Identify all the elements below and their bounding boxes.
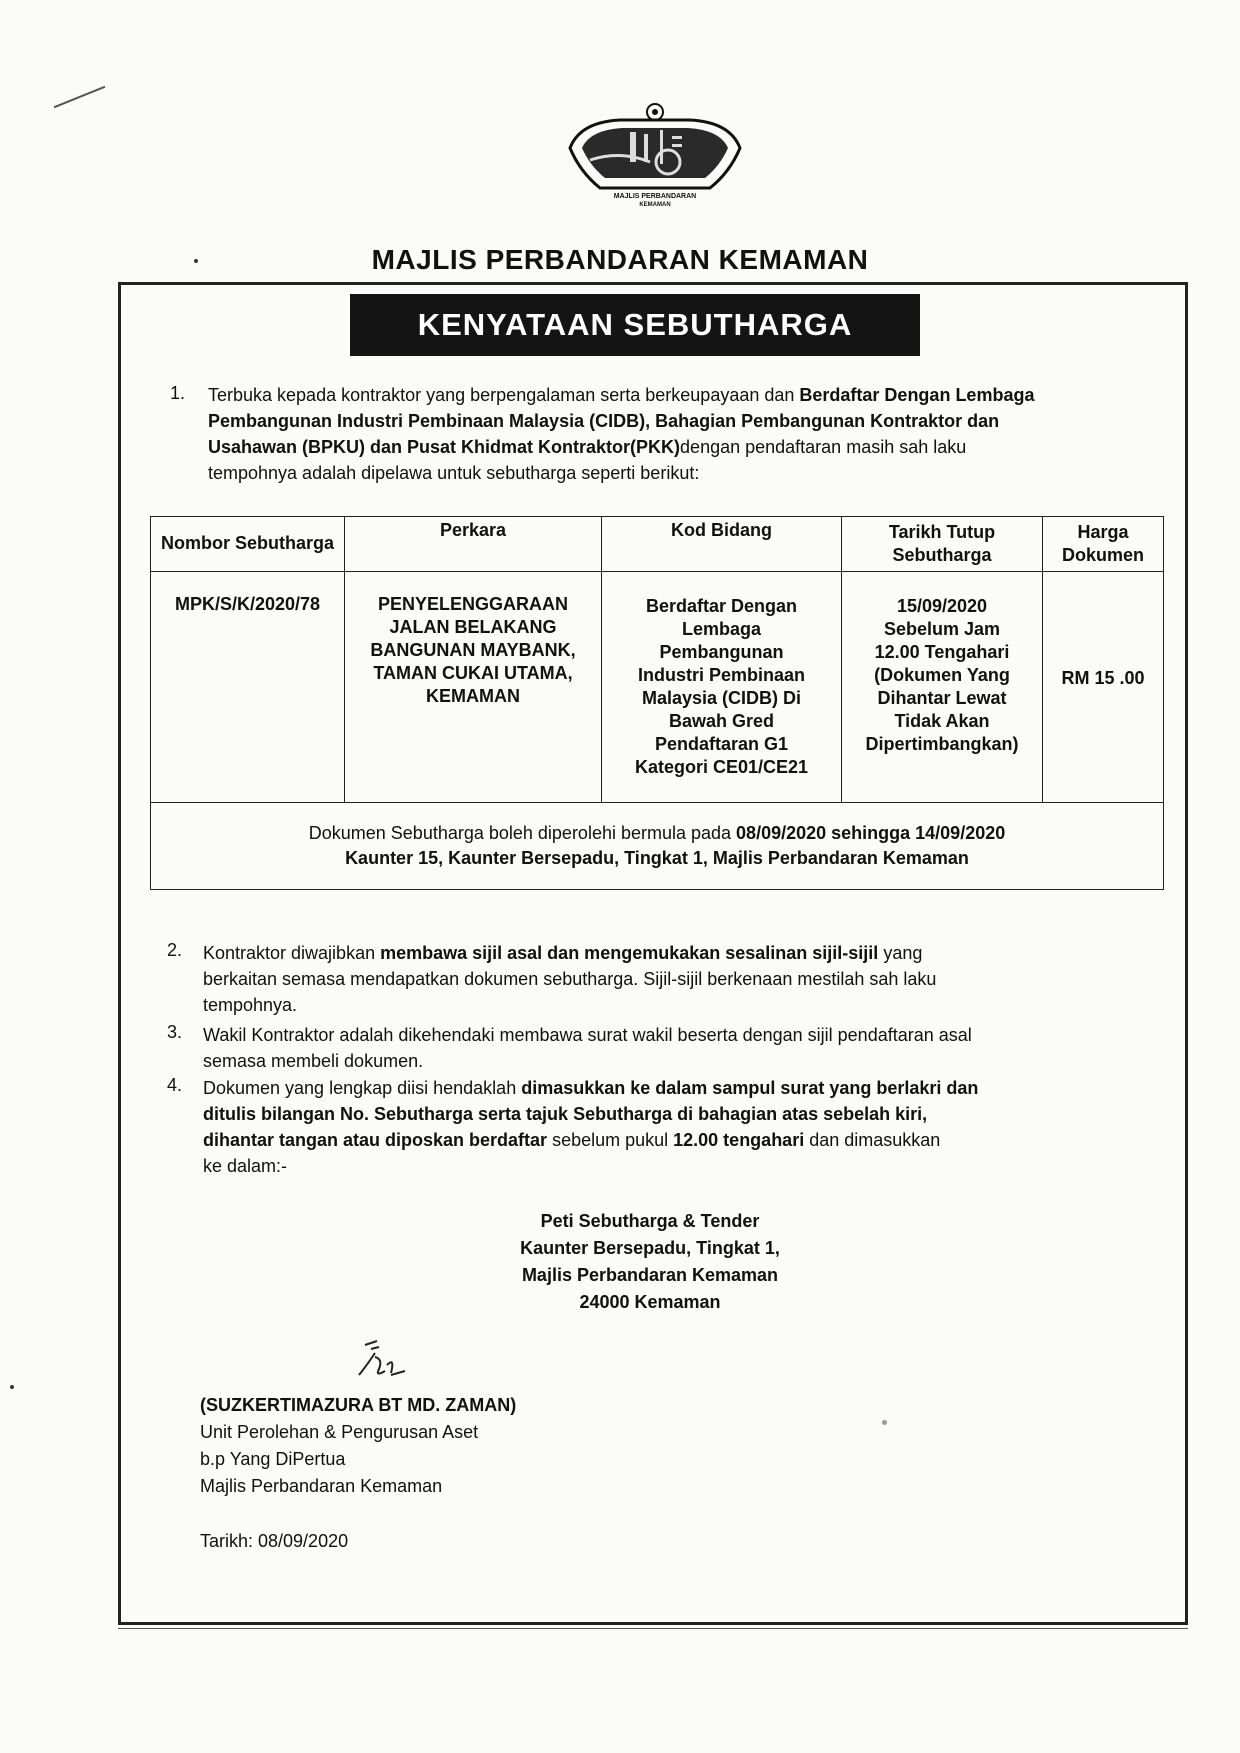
- organization-title: MAJLIS PERBANDARAN KEMAMAN: [371, 244, 869, 275]
- handwritten-signature: [345, 1335, 425, 1385]
- column-header: Harga Dokumen: [1061, 521, 1144, 565]
- item1-text: dengan pendaftaran masih sah laku: [680, 437, 967, 457]
- signatory-org: Majlis Perbandaran Kemaman: [200, 1476, 443, 1496]
- item3-paragraph: Wakil Kontraktor adalah dikehendaki membawa surat wakil beserta dengan sijil pendaftaran asal semasa membeli dokumen.: [203, 1025, 972, 1071]
- logo-text-line1: MAJLIS PERBANDARAN: [613, 193, 697, 200]
- cell-perkara: PENYELENGGARAAN JALAN BELAKANG BANGUNAN MAYBANK, TAMAN CUKAI UTAMA, KEMAMAN: [370, 594, 576, 706]
- item-number: 4.: [167, 1075, 183, 1095]
- cell-tarikh-tutup: 15/09/2020 Sebelum Jam 12.00 Tengahari (Dokumen Yang Dihantar Lewat Tidak Akan Dipertimbangkan): [865, 596, 1019, 754]
- item1-bold: Berdaftar Dengan Lembaga: [799, 385, 1035, 405]
- notice-banner: KENYATAAN SEBUTHARGA: [350, 294, 920, 356]
- column-header: Tarikh Tutup Sebutharga: [888, 521, 996, 565]
- tender-table: [150, 516, 1164, 890]
- item4-paragraph: Dokumen yang lengkap diisi hendaklah dimasukkan ke dalam sampul surat yang berlakri dan ditulis bilangan No. Sebutharga serta tajuk Sebutharga di bahagian atas sebelah kiri, dihantar tangan atau diposkan berdaftar sebelum pukul 12.00 tengahari dan dimasukkan ke dalam:-: [203, 1078, 979, 1176]
- table-divider: [151, 802, 1163, 803]
- item1-paragraph: [208, 382, 1158, 486]
- frame-bottom-rule-thin: [118, 1628, 1188, 1629]
- item1-bold: Pembangunan Industri Pembinaan Malaysia (CIDB), Bahagian Pembangunan Kontraktor dan: [208, 411, 1000, 431]
- item1-bold: Usahawan (BPKU) dan Pusat Khidmat Kontraktor(PKK): [208, 437, 681, 457]
- table-note: Kaunter 15, Kaunter Bersepadu, Tingkat 1, Majlis Perbandaran Kemaman: [345, 848, 969, 868]
- document-date: Tarikh: 08/09/2020: [200, 1531, 349, 1551]
- signatory-name: (SUZKERTIMAZURA BT MD. ZAMAN): [200, 1395, 517, 1415]
- item-number: 3.: [167, 1022, 183, 1042]
- item1-text: tempohnya adalah dipelawa untuk sebutharga seperti berikut:: [208, 463, 700, 483]
- council-logo: [560, 100, 750, 210]
- signatory-unit: Unit Perolehan & Pengurusan Aset: [200, 1422, 479, 1442]
- cell-kod-bidang: Berdaftar Dengan Lembaga Pembangunan Industri Pembinaan Malaysia (CIDB) Di Bawah Gred Pendaftaran G1 Kategori CE01/CE21: [634, 596, 809, 777]
- cell-nombor: MPK/S/K/2020/78: [174, 594, 321, 614]
- cell-harga: RM 15 .00: [1061, 668, 1145, 688]
- frame-bottom-rule: [118, 1622, 1188, 1625]
- item1-text: Terbuka kepada kontraktor yang berpengalaman serta berkeupayaan dan: [208, 385, 800, 405]
- scan-dot: [10, 1385, 14, 1389]
- item-number: 1.: [170, 383, 186, 403]
- logo-text-line2: KEMAMAN: [639, 202, 671, 208]
- item-number: 2.: [167, 940, 183, 960]
- table-note: Dokumen Sebutharga boleh diperolehi bermula pada 08/09/2020 sehingga 14/09/2020: [308, 823, 1006, 843]
- tender-box-address: Peti Sebutharga & Tender Kaunter Bersepadu, Tingkat 1, Majlis Perbandaran Kemaman 24000 Kemaman: [520, 1211, 780, 1312]
- item2-paragraph: Kontraktor diwajibkan membawa sijil asal dan mengemukakan sesalinan sijil-sijil yang berkaitan semasa mendapatkan dokumen sebutharga. Sijil-sijil berkenaan mestilah sah laku tempohnya.: [203, 943, 937, 1015]
- column-header: Kod Bidang: [671, 520, 772, 540]
- column-header: Perkara: [439, 520, 507, 540]
- scan-stroke: [54, 86, 106, 108]
- signatory-bp: b.p Yang DiPertua: [200, 1449, 346, 1469]
- column-header: Nombor Sebutharga: [160, 533, 334, 553]
